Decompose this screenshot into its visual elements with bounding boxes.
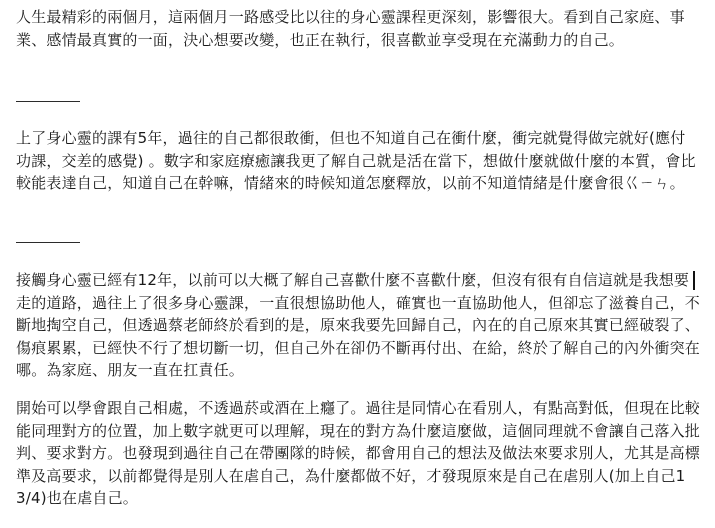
paragraph-4: 開始可以學會跟自己相處，不透過菸或酒在上癮了。過往是同情心在看別人，有點高對低，但現在比較能同理對方的位置，加上數字就更可以理解，現在的對方為什麼這麼做，這個同理就不會讓自己落入批判、要求對方。也發現到過往自己在帶團隊的時候，都會用自己的想法及做法來要求別人，尤其是高標準及高要求，以前都覺得是別人在虐自己，為什麼都做不好，才發現原來是自己在虐別人(加上自己13/4)也在虐自己。	[16, 399, 701, 507]
text-cursor	[693, 271, 695, 290]
divider-line	[16, 242, 80, 243]
paragraph-2: 上了身心靈的課有5年，過往的自己都很敢衝，但也不知道自己在衝什麼，衝完就覺得做完就好(應付功課，交差的感覺) 。數字和家庭療癒讓我更了解自己就是活在當下，想做什麼就做什麼的本質，會比較能表達自己，知道自己在幹嘛，情緒來的時候知道怎麼釋放，以前不知道情緒是什麼會很巜ㄧㄣ。	[16, 129, 696, 192]
paragraph-3[interactable]: 接觸身心靈已經有12年，以前可以大概了解自己喜歡什麼不喜歡什麼，但沒有很有自信這就是我想要走的道路，過往上了很多身心靈課，一直很想協助他人，確實也一直協助他人，但卻忘了滋養自己，不斷地掏空自己，但透過蔡老師終於看到的是，原來我要先回歸自己，內在的自己原來其實已經破裂了、傷痕累累，已經快不行了想切斷一切，但自己外在卻仍不斷再付出、在給，終於了解自己的內外衝突在哪。為家庭、朋友一直在扛責任。	[16, 271, 701, 379]
divider-line	[16, 101, 80, 102]
paragraph-1: 人生最精彩的兩個月，這兩個月一路感受比以往的身心靈課程更深刻，影響很大。看到自己家庭、事業、感情最真實的一面，決心想要改變，也正在執行，很喜歡並享受現在充滿動力的自己。	[16, 8, 685, 49]
